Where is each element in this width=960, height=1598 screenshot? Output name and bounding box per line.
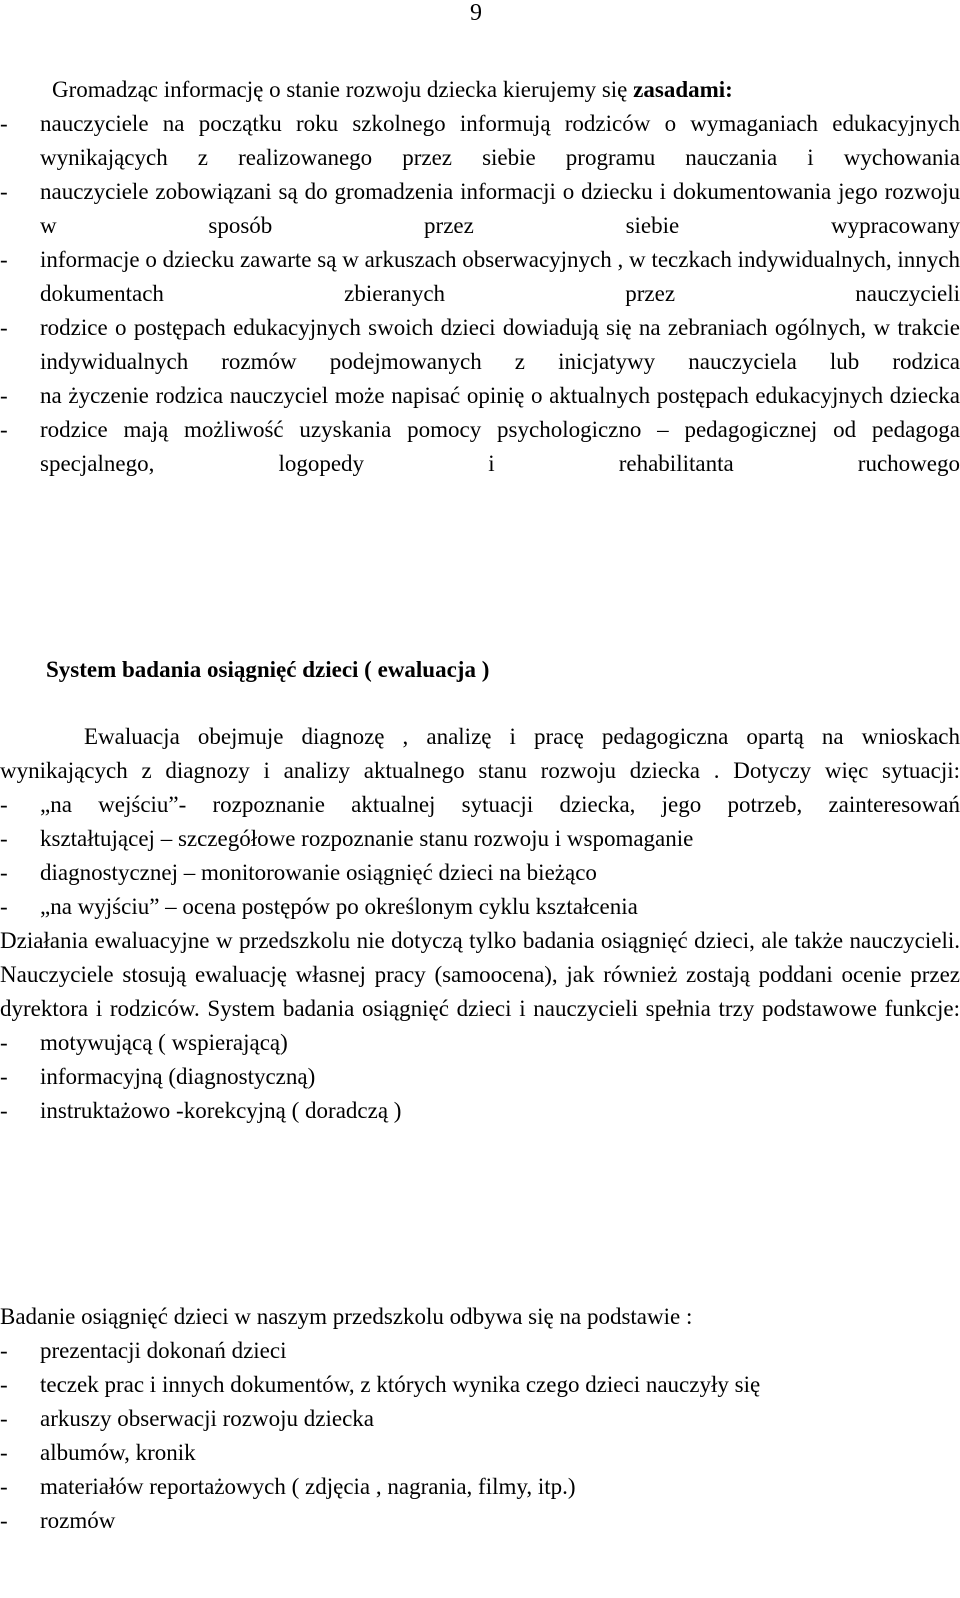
list-item: - na życzenie rodzica nauczyciel może napisać opinię o aktualnych postępach edukacyjnych dziecka bbox=[0, 383, 960, 408]
list-item: - „na wejściu”- rozpoznanie aktualnej sytuacji dziecka, jego potrzeb, zainteresowań bbox=[0, 792, 960, 817]
function-item: - informacyjną (diagnostyczną) bbox=[0, 1064, 316, 1089]
list-item: - prezentacji dokonań dzieci bbox=[0, 1338, 287, 1363]
evaluation-paragraph: Ewaluacja obejmuje diagnozę , analizę i pracę pedagogiczna opartą na wnioskach wynikających z diagnozy i analizy aktualnego stanu rozwoju dziecka . Dotyczy więc sytuacji: bbox=[0, 724, 960, 783]
function-item: - motywującą ( wspierającą) bbox=[0, 1030, 288, 1055]
evaluation-section bbox=[0, 720, 960, 1128]
list-item: - nauczyciele na początku roku szkolnego informują rodziców o wymaganiach edukacyjnych wynikających z realizowanego przez siebie programu nauczania i wychowania bbox=[0, 111, 960, 170]
principles-intro-text: Gromadząc informację o stanie rozwoju dziecka kierujemy się bbox=[52, 77, 628, 102]
principles-intro-bold: zasadami: bbox=[633, 77, 733, 102]
list-item: - nauczyciele zobowiązani są do gromadzenia informacji o dziecku i dokumentowania jego rozwoju w sposób przez siebie wypracowany bbox=[0, 179, 960, 238]
list-item: - rodzice mają możliwość uzyskania pomocy psychologiczno – pedagogicznej od pedagoga specjalnego, logopedy i rehabilitanta ruchowego bbox=[0, 417, 960, 476]
list-item: - diagnostycznej – monitorowanie osiągnięć dzieci na bieżąco bbox=[0, 860, 597, 885]
list-item: - arkuszy obserwacji rozwoju dziecka bbox=[0, 1406, 374, 1431]
list-item: - informacje o dziecku zawarte są w arkuszach obserwacyjnych , w teczkach indywidualnych, innych dokumentach zbieranych przez nauczycieli bbox=[0, 247, 960, 306]
principles-intro bbox=[0, 73, 960, 107]
list-item: - materiałów reportażowych ( zdjęcia , nagrania, filmy, itp.) bbox=[0, 1474, 576, 1499]
list-item: - rozmów bbox=[0, 1508, 116, 1533]
assessment-basis-section bbox=[0, 1300, 960, 1538]
function-item: - instruktażowo -korekcyjną ( doradczą ) bbox=[0, 1098, 402, 1123]
evaluation-paragraph-2: Działania ewaluacyjne w przedszkolu nie dotyczą tylko badania osiągnięć dzieci, ale także nauczycieli. Nauczyciele stosują ewaluację własnej pracy (samoocena), jak również zostają poddani ocenie przez dyrektora i rodziców. System badania osiągnięć dzieci i nauczycieli spełnia trzy podstawowe funkcje: bbox=[0, 928, 960, 1021]
list-item: - kształtującej – szczegółowe rozpoznanie stanu rozwoju i wspomaganie bbox=[0, 826, 694, 851]
page-number: 9 bbox=[470, 0, 482, 26]
assessment-intro: Badanie osiągnięć dzieci w naszym przedszkolu odbywa się na podstawie : bbox=[0, 1304, 693, 1329]
principles-section bbox=[0, 73, 960, 481]
list-item: - rodzice o postępach edukacyjnych swoich dzieci dowiadują się na zebraniach ogólnych, w trakcie indywidualnych rozmów podejmowanych z inicjatywy nauczyciela lub rodzica bbox=[0, 315, 960, 374]
section-heading: System badania osiągnięć dzieci ( ewaluacja ) bbox=[46, 657, 490, 682]
list-item: - albumów, kronik bbox=[0, 1440, 196, 1465]
list-item: - teczek prac i innych dokumentów, z których wynika czego dzieci nauczyły się bbox=[0, 1372, 761, 1397]
list-item: - „na wyjściu” – ocena postępów po określonym cyklu kształcenia bbox=[0, 894, 638, 919]
